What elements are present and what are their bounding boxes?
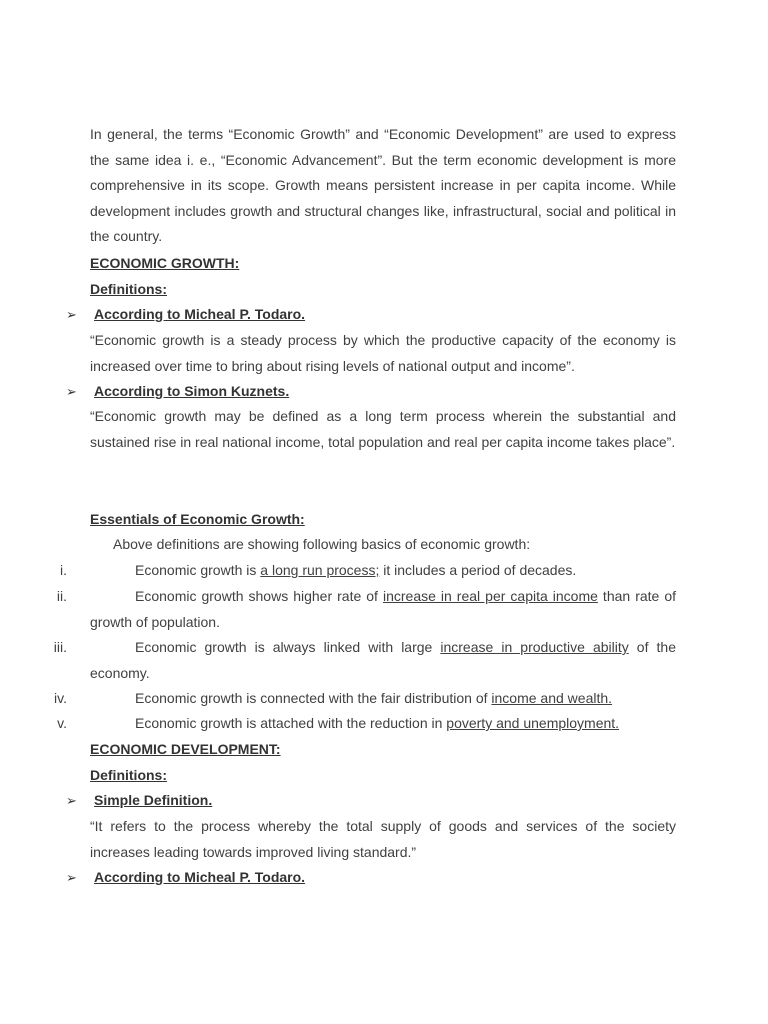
arrow-bullet-icon: ➢ — [66, 793, 77, 808]
item-text-post: it includes a period of decades. — [379, 562, 577, 578]
item-text-underlined: income and wealth. — [491, 690, 613, 706]
economic-growth-heading: ECONOMIC GROWTH: — [90, 255, 240, 271]
item-text-underlined: a long run process; — [260, 562, 380, 578]
item-number: i. — [60, 562, 67, 578]
todaro-growth-quote: “Economic growth is a steady process by which the productive capacity of the economy is increased over time to bring about rising levels of national output and income”. — [90, 332, 676, 374]
growth-definitions-label: Definitions: — [90, 281, 167, 297]
item-text-post: of the economy. — [90, 639, 676, 681]
todaro-development-title: According to Micheal P. Todaro. — [94, 869, 306, 885]
item-text-post: than rate of growth of population. — [90, 588, 677, 630]
essential-item — [90, 711, 676, 737]
simple-definition-title: Simple Definition. — [94, 792, 213, 808]
essentials-intro: Above definitions are showing following basics of economic growth: — [113, 536, 531, 552]
essential-item — [90, 584, 676, 635]
item-number: iv. — [54, 690, 67, 706]
kuznets-title: According to Simon Kuznets. — [94, 383, 290, 399]
item-text-pre: Economic growth is connected with the fair distribution of — [135, 690, 492, 706]
item-text-pre: Economic growth shows higher rate of — [135, 588, 383, 604]
essential-item — [90, 635, 676, 686]
todaro-growth-title: According to Micheal P. Todaro. — [94, 306, 306, 322]
economic-development-heading: ECONOMIC DEVELOPMENT: — [90, 741, 281, 757]
item-text-underlined: increase in real per capita income — [382, 588, 598, 604]
essential-item — [90, 558, 676, 584]
arrow-bullet-icon: ➢ — [66, 870, 77, 885]
essentials-heading: Essentials of Economic Growth: — [90, 511, 305, 527]
arrow-bullet-icon: ➢ — [66, 384, 77, 399]
item-text-underlined: increase in productive ability — [440, 639, 629, 655]
arrow-bullet-icon: ➢ — [66, 307, 77, 322]
item-text-pre: Economic growth is — [135, 562, 261, 578]
simple-definition-quote: “It refers to the process whereby the total supply of goods and services of the society increases leading towards improved living standard.” — [90, 818, 676, 860]
intro-paragraph: In general, the terms “Economic Growth” and “Economic Development” are used to express the same idea i. e., “Economic Advancement”. But the term economic development is more comprehensive in its scope. Growth means persistent increase in per capita income. While development includes growth and structural changes like, infrastructural, social and political in the country. — [90, 126, 676, 245]
item-text-pre: Economic growth is always linked with large — [135, 639, 441, 655]
essential-item — [90, 686, 676, 712]
item-number: iii. — [53, 639, 67, 655]
item-number: ii. — [56, 588, 67, 604]
item-text-pre: Economic growth is attached with the reduction in — [135, 715, 447, 731]
item-text-underlined: poverty and unemployment. — [446, 715, 620, 731]
kuznets-quote: “Economic growth may be defined as a long term process wherein the substantial and sustained rise in real national income, total population and real per capita income takes place”. — [90, 408, 676, 450]
development-definitions-label: Definitions: — [90, 767, 167, 783]
item-number: v. — [57, 715, 67, 731]
